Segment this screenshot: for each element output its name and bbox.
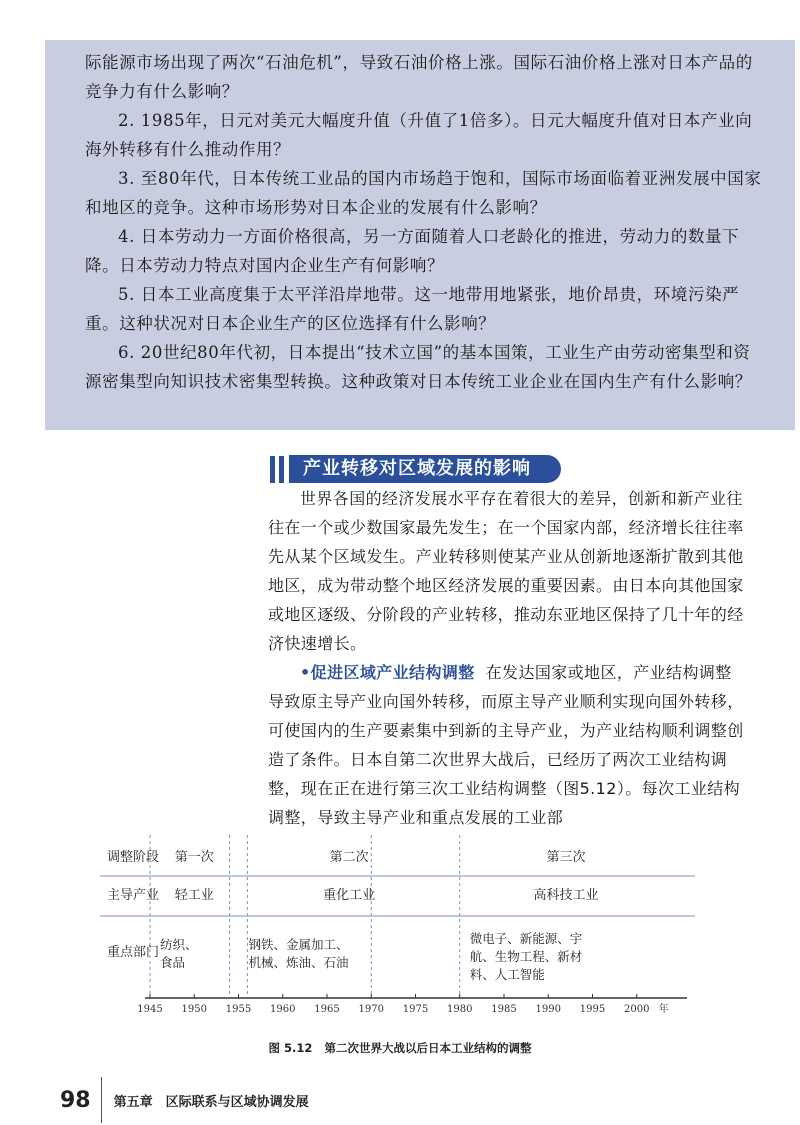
- heading-bars-icon: [270, 456, 284, 483]
- bullet-heading: 促进区域产业结构调整: [310, 663, 475, 682]
- leading-industry: 高科技工业: [533, 888, 599, 903]
- section-heading: [270, 454, 561, 484]
- axis-tick-label: 1960: [270, 1004, 296, 1015]
- key-sector-text: 料、人工智能: [469, 967, 545, 982]
- row-label: 调整阶段: [107, 850, 160, 865]
- key-sector-text: 航、生物工程、新材: [469, 949, 583, 964]
- stage-label: 第三次: [546, 850, 586, 865]
- leading-industry: 轻工业: [174, 888, 214, 903]
- paragraph-2: [268, 658, 746, 832]
- paragraph-1: 世界各国的经济发展水平存在着很大的差异，创新和新产业往往在一个或少数国家最先发生；在一个国家内部，经济增长往往率先从某个区域发生。产业转移则使某产业从创新地逐渐扩散到其他地区，成为带动整个地区经济发展的重要因素。由日本向其他国家或地区逐级、分阶段的产业转移，推动东亚地区保持了几十年的经济快速增长。: [268, 489, 744, 653]
- axis-tick-label: 1955: [225, 1004, 252, 1015]
- bullet-dot-icon: •: [300, 663, 311, 682]
- row-label: 重点部门: [107, 945, 160, 960]
- axis-tick-label: 1950: [181, 1004, 207, 1015]
- question-3: 3. 至80年代，日本传统工业品的国内市场趋于饱和，国际市场面临着亚洲发展中国家和地区的竞争。这种市场形势对日本企业的发展有什么影响？: [85, 169, 762, 217]
- questions-box: [45, 40, 795, 430]
- question-6: 6. 20世纪80年代初，日本提出“技术立国”的基本国策，工业生产由劳动密集型和资源密集型向知识技术密集型转换。这种政策对日本传统工业企业在国内生产有什么影响？: [85, 343, 752, 391]
- caption-text: 第二次世界大战以后日本工业结构的调整: [324, 1041, 532, 1055]
- body-text: [268, 484, 746, 832]
- axis-tick-label: 1975: [402, 1004, 429, 1015]
- figure-caption: [0, 1040, 800, 1056]
- axis-tick-label: 1990: [535, 1004, 561, 1015]
- question-4: 4. 日本劳动力一方面价格很高，另一方面随着人口老龄化的推进，劳动力的数量下降。日本劳动力特点对国内企业生产有何影响？: [85, 227, 740, 275]
- chapter-title: 第五章 区际联系与区域协调发展: [113, 1094, 309, 1110]
- footer-divider: [101, 1077, 102, 1123]
- page-number: 98: [60, 1087, 91, 1113]
- stage-label: 第二次: [329, 850, 369, 865]
- axis-tick-label: 1945: [137, 1004, 163, 1015]
- caption-label: 图 5.12: [268, 1041, 313, 1055]
- row-label: 主导产业: [107, 888, 160, 903]
- axis-tick-label: 2000: [624, 1004, 650, 1015]
- axis-unit-label: 年: [658, 1004, 669, 1015]
- key-sector-text: 食品: [160, 955, 186, 970]
- chart-svg: [95, 833, 705, 1023]
- question-2: 2. 1985年，日元对美元大幅度升值（升值了1倍多）。日元大幅度升值对日本产业向海外转移有什么推动作用？: [85, 111, 753, 159]
- axis-tick-label: 1985: [491, 1004, 517, 1015]
- axis-tick-label: 1995: [579, 1004, 606, 1015]
- leading-industry: 重化工业: [323, 888, 376, 903]
- axis-tick-label: 1970: [358, 1004, 384, 1015]
- key-sector-text: 纺织、: [160, 937, 198, 952]
- axis-tick-label: 1980: [447, 1004, 473, 1015]
- question-5: 5. 日本工业高度集于太平洋沿岸地带。这一地带用地紧张，地价昂贵，环境污染严重。这种状况对日本企业生产的区位选择有什么影响？: [85, 285, 740, 333]
- stage-label: 第一次: [174, 850, 214, 865]
- key-sector-text: 机械、炼油、石油: [248, 955, 349, 970]
- key-sector-text: 微电子、新能源、宇: [469, 931, 583, 946]
- section-title: 产业转移对区域发展的影响: [289, 455, 561, 483]
- paragraph-2-text: 在发达国家或地区，产业结构调整导致原主导产业向国外转移，而原主导产业顺利实现向国外转移，可使国内的生产要素集中到新的主导产业，为产业结构顺利调整创造了条件。日本自第二次世界大战后，已经历了两次工业结构调整，现在正在进行第三次工业结构调整（图5.12）。每次工业结构调整，导致主导产业和重点发展的工业部: [268, 663, 744, 827]
- industry-structure-chart: [95, 833, 705, 1023]
- page-footer: [60, 1077, 309, 1123]
- axis-tick-label: 1965: [314, 1004, 340, 1015]
- key-sector-text: 钢铁、金属加工、: [248, 937, 349, 952]
- question-1-tail: 际能源市场出现了两次“石油危机”，导致石油价格上涨。国际石油价格上涨对日本产品的竞争力有什么影响？: [85, 53, 753, 101]
